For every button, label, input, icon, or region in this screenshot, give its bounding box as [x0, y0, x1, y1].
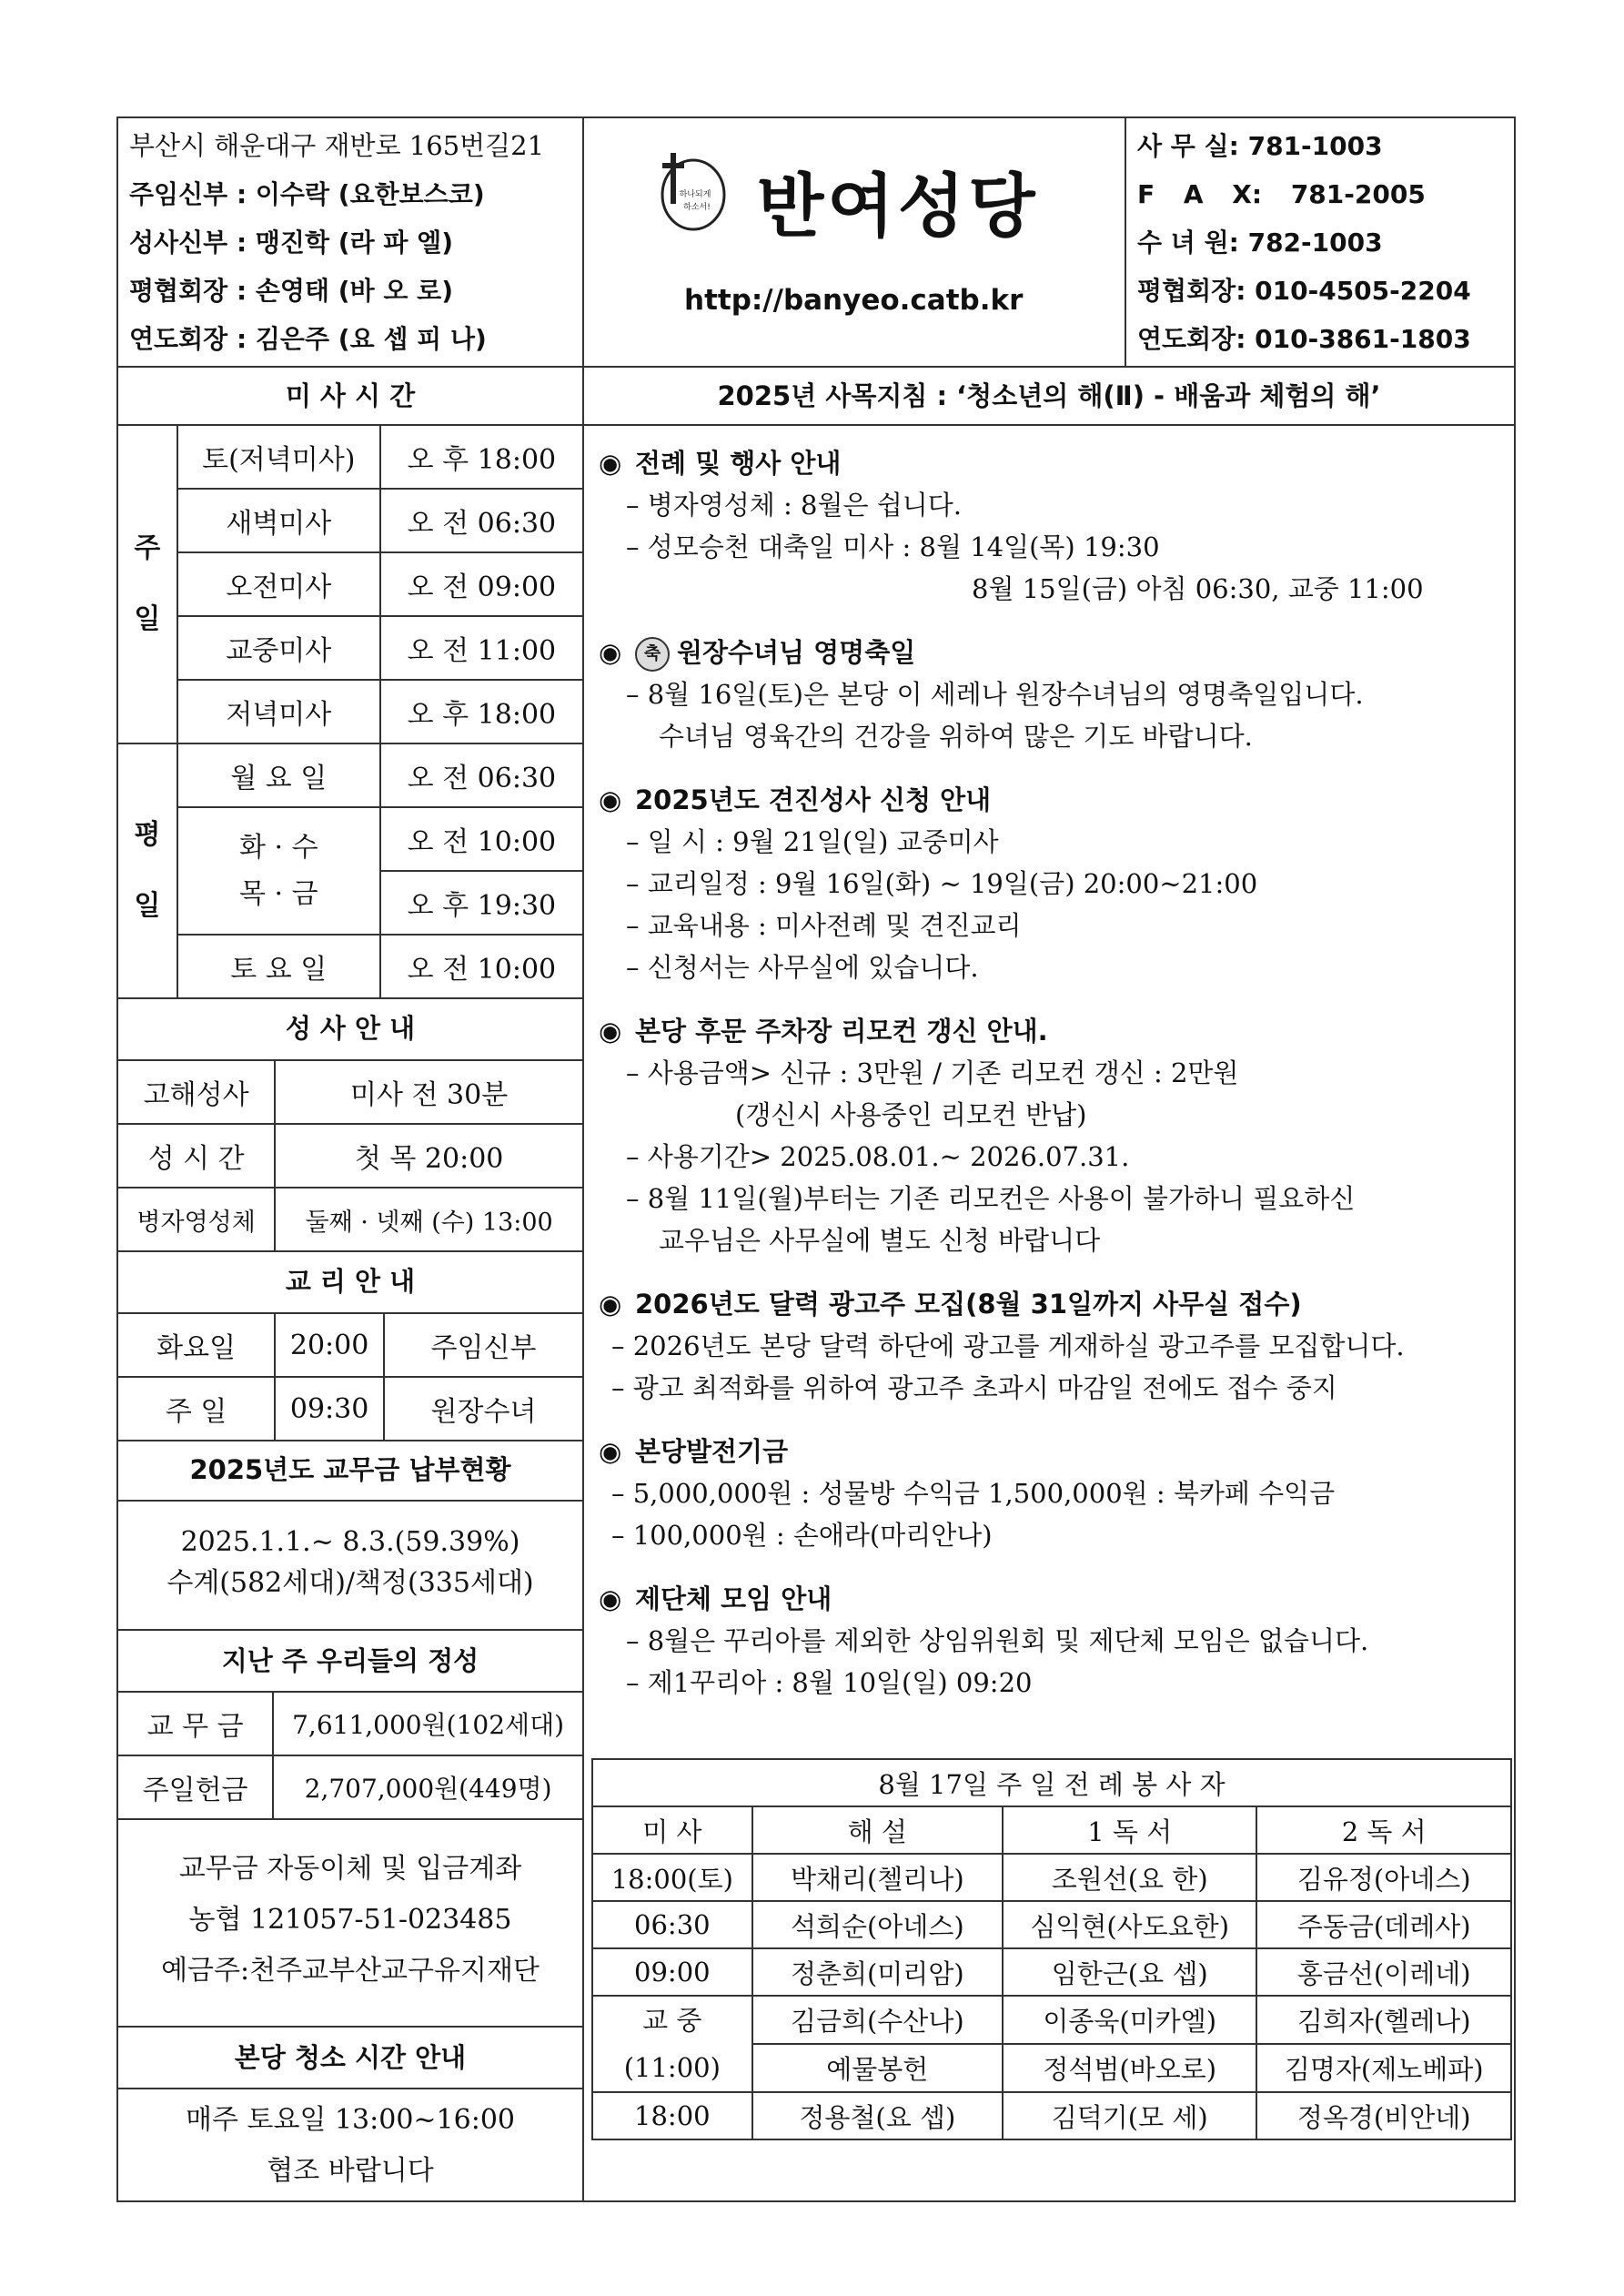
- staff-info: [129, 122, 577, 363]
- reader1-cell: 정석범(바오로): [1003, 2044, 1257, 2092]
- reader1-cell: 조원선(요 한): [1003, 1854, 1257, 1901]
- sacrament-value: 둘째 · 넷째 (수) 13:00: [275, 1188, 583, 1251]
- commentator-cell: 김금희(수산나): [752, 1996, 1003, 2044]
- notice-calendar-ads: [599, 1283, 1508, 1409]
- address: 부산시 해운대구 재반로 165번길21: [129, 130, 545, 161]
- bullet-icon: ◉: [599, 1436, 622, 1467]
- notice-line: – 신청서는 사무실에 있습니다.: [599, 946, 1508, 988]
- offering-table: [116, 1691, 584, 1820]
- mass-cell: 06:30: [592, 1901, 752, 1948]
- divider: [116, 1500, 584, 1502]
- offertory-cell: 예물봉헌: [752, 2044, 1003, 2092]
- dues-title: 2025년도 교무금 납부현황: [189, 1454, 511, 1485]
- mass-name: 토(저녁미사): [177, 425, 380, 489]
- sacrament-name: 성 시 간: [117, 1124, 275, 1188]
- table-row: [592, 1948, 1511, 1996]
- offering-value: 2,707,000원(449명): [273, 1755, 583, 1819]
- mass-name: 토 요 일: [177, 935, 380, 998]
- liturgy-servers-table: [591, 1758, 1512, 2140]
- notice-line: – 교리일정 : 9월 16일(화) ~ 19일(금) 20:00~21:00: [599, 863, 1508, 905]
- notice-title: 2025년도 견진성사 신청 안내: [635, 784, 992, 815]
- servers-title: 8월 17일 주 일 전 례 봉 사 자: [592, 1759, 1511, 1806]
- notices: [599, 442, 1508, 1725]
- notice-line: – 8월 11일(월)부터는 기존 리모컨은 사용이 불가하니 필요하신: [599, 1178, 1508, 1219]
- notice-liturgy: [599, 442, 1508, 610]
- bullet-icon: ◉: [599, 637, 622, 668]
- contact-fax: F A X: 781-2005: [1137, 179, 1426, 209]
- notice-title: 본당 후문 주차장 리모컨 갱신 안내.: [635, 1016, 1048, 1047]
- mass-time: 오 전 09:00: [380, 552, 583, 616]
- reader2-cell: 정옥경(비안네): [1256, 2092, 1511, 2139]
- mass-time: 오 후 19:30: [380, 871, 583, 935]
- mass-time: 오 후 18:00: [380, 680, 583, 743]
- staff-yeondo: 연도회장 : 김은주 (요 셉 피 나): [129, 324, 487, 354]
- contact-council: 평협회장: 010-4505-2204: [1137, 276, 1471, 306]
- reader2-cell: 김유정(아네스): [1256, 1854, 1511, 1901]
- contact-info: [1137, 122, 1510, 363]
- bullet-icon: ◉: [599, 1583, 622, 1614]
- staff-pastor: 주임신부 : 이수락 (요한보스코): [129, 179, 485, 209]
- pastoral-motto: 2025년 사목지침 : ‘청소년의 해(Ⅱ) - 배움과 체험의 해’: [717, 380, 1381, 411]
- notice-title: 2026년도 달력 광고주 모집(8월 31일까지 사무실 접수): [635, 1289, 1302, 1320]
- notice-title: 원장수녀님 영명축일: [677, 637, 916, 668]
- mass-time: 오 후 18:00: [380, 425, 583, 489]
- mass-name: 화 · 수 목 · 금: [177, 807, 380, 935]
- feast-badge-icon: 축: [635, 637, 670, 672]
- reader2-cell: 김명자(제노베파): [1256, 2044, 1511, 2092]
- bullet-icon: ◉: [599, 784, 622, 815]
- table-row: [592, 1854, 1511, 1901]
- notice-line: – 2026년도 본당 달력 하단에 광고를 게재하실 광고주를 모집합니다.: [599, 1325, 1508, 1367]
- offering-title: 지난 주 우리들의 정성: [221, 1645, 479, 1676]
- notice-line: 8월 15일(금) 아침 06:30, 교중 11:00: [972, 573, 1424, 604]
- notice-title: 전례 및 행사 안내: [635, 448, 842, 479]
- table-row: [592, 1996, 1511, 2044]
- notice-line: – 사용기간> 2025.08.01.~ 2026.07.31.: [599, 1136, 1508, 1178]
- bullet-icon: ◉: [599, 1016, 622, 1047]
- catechism-teacher: 주임신부: [384, 1313, 583, 1377]
- notice-line: – 광고 최적화를 위하여 광고주 초과시 마감일 전에도 접수 중지: [599, 1367, 1508, 1409]
- offering-name: 교 무 금: [117, 1692, 273, 1755]
- header-divider: [1125, 116, 1126, 368]
- notice-fund: [599, 1431, 1508, 1556]
- commentator-cell: 박채리(첼리나): [752, 1854, 1003, 1901]
- notice-line: – 교육내용 : 미사전례 및 견진교리: [599, 905, 1508, 946]
- staff-assistant: 성사신부 : 맹진학 (라 파 엘): [129, 228, 454, 258]
- mass-times-table: [116, 424, 584, 999]
- table-row: [592, 2092, 1511, 2139]
- cleaning-info: 매주 토요일 13:00~16:00 협조 바랍니다: [185, 2104, 516, 2187]
- mass-cell: 교 중 (11:00): [592, 1996, 752, 2092]
- mass-name: 월 요 일: [177, 743, 380, 807]
- notice-line: – 제1꾸리아 : 8월 10일(일) 09:20: [599, 1662, 1508, 1704]
- mass-time: 오 전 11:00: [380, 616, 583, 680]
- reader2-cell: 주동금(데레사): [1256, 1901, 1511, 1948]
- mass-cell: 18:00(토): [592, 1854, 752, 1901]
- contact-convent: 수 녀 원: 782-1003: [1137, 228, 1383, 258]
- catechism-time: 20:00: [275, 1313, 384, 1377]
- catechism-day: 주 일: [117, 1377, 275, 1441]
- notice-line: – 사용금액> 신규 : 3만원 / 기존 리모컨 갱신 : 2만원: [599, 1052, 1508, 1094]
- mass-time: 오 전 06:30: [380, 743, 583, 807]
- notice-line: – 성모승천 대축일 미사 : 8월 14일(목) 19:30: [599, 526, 1508, 568]
- notice-line: – 8월 16일(토)은 본당 이 세레나 원장수녀님의 영명축일입니다.: [599, 673, 1508, 715]
- church-url[interactable]: http://banyeo.catb.kr: [684, 284, 1024, 317]
- servers-header: 미 사: [592, 1806, 752, 1854]
- reader1-cell: 김덕기(모 세): [1003, 2092, 1257, 2139]
- svg-text:하소서!: 하소서!: [683, 203, 711, 212]
- mass-cell: 09:00: [592, 1948, 752, 1996]
- mass-name: 새벽미사: [177, 489, 380, 552]
- notice-confirmation: [599, 779, 1508, 988]
- weekday-label: 평 일: [117, 743, 177, 998]
- commentator-cell: 정춘희(미리암): [752, 1948, 1003, 1996]
- notice-line: – 8월은 꾸리아를 제외한 상임위원회 및 제단체 모임은 없습니다.: [599, 1620, 1508, 1662]
- reader2-cell: 홍금선(이레네): [1256, 1948, 1511, 1996]
- notice-parking: [599, 1010, 1508, 1261]
- notice-line: 교우님은 사무실에 별도 신청 바랍니다: [659, 1225, 1101, 1256]
- mass-time: 오 전 06:30: [380, 489, 583, 552]
- notice-line: – 5,000,000원 : 성물방 수익금 1,500,000원 : 북카페 수익금: [599, 1472, 1508, 1514]
- notice-title: 제단체 모임 안내: [635, 1583, 832, 1614]
- sacraments-table: [116, 1059, 584, 1252]
- mass-time: 오 전 10:00: [380, 807, 583, 871]
- sacrament-value: 미사 전 30분: [275, 1060, 583, 1124]
- reader2-cell: 김희자(헬레나): [1256, 1996, 1511, 2044]
- sunday-label: 주 일: [117, 425, 177, 743]
- reader1-cell: 이종욱(미카엘): [1003, 1996, 1257, 2044]
- bullet-icon: ◉: [599, 1289, 622, 1320]
- servers-header: 2 독 서: [1256, 1806, 1511, 1854]
- servers-header: 해 설: [752, 1806, 1003, 1854]
- mass-cell: 18:00: [592, 2092, 752, 2139]
- contact-office: 사 무 실: 781-1003: [1137, 131, 1383, 161]
- mass-name: 오전미사: [177, 552, 380, 616]
- mass-name: 교중미사: [177, 616, 380, 680]
- notice-line: – 100,000원 : 손애라(마리안나): [599, 1514, 1508, 1556]
- sacraments-title: 성 사 안 내: [285, 1013, 416, 1044]
- reader1-cell: 임한근(요 셉): [1003, 1948, 1257, 1996]
- contact-yeondo: 연도회장: 010-3861-1803: [1137, 324, 1471, 354]
- cleaning-title: 본당 청소 시간 안내: [234, 2042, 467, 2073]
- servers-header: 1 독 서: [1003, 1806, 1257, 1854]
- notice-feast: [599, 632, 1508, 757]
- catechism-day: 화요일: [117, 1313, 275, 1377]
- bullet-icon: ◉: [599, 448, 622, 479]
- offering-name: 주일헌금: [117, 1755, 273, 1819]
- divider: [116, 2088, 584, 2089]
- catechism-table: [116, 1312, 584, 1441]
- mass-time: 오 전 10:00: [380, 935, 583, 998]
- catechism-title: 교 리 안 내: [285, 1266, 416, 1297]
- sacrament-name: 고해성사: [117, 1060, 275, 1124]
- notice-line: – 일 시 : 9월 21일(일) 교중미사: [599, 821, 1508, 863]
- staff-council: 평협회장 : 손영태 (바 오 로): [129, 276, 454, 306]
- notice-groups: [599, 1578, 1508, 1704]
- svg-text:하나되게: 하나되게: [679, 190, 711, 199]
- church-name: 반여성당: [757, 166, 1039, 247]
- catechism-time: 09:30: [275, 1377, 384, 1441]
- dues-status: 2025.1.1.~ 8.3.(59.39%) 수계(582세대)/책정(335세대): [166, 1526, 534, 1599]
- mass-name: 저녁미사: [177, 680, 380, 743]
- table-row: [592, 1901, 1511, 1948]
- sacrament-value: 첫 목 20:00: [275, 1124, 583, 1188]
- notice-line: 수녀님 영육간의 건강을 위하여 많은 기도 바랍니다.: [659, 721, 1253, 752]
- mass-times-title: 미 사 시 간: [285, 380, 416, 411]
- church-logo: [653, 149, 728, 235]
- sacrament-name: 병자영성체: [117, 1188, 275, 1251]
- notice-title: 본당발전기금: [635, 1436, 789, 1467]
- commentator-cell: 석희순(아네스): [752, 1901, 1003, 1948]
- offering-value: 7,611,000원(102세대): [273, 1692, 583, 1755]
- notice-line: (갱신시 사용중인 리모컨 반납): [735, 1099, 1087, 1130]
- reader1-cell: 심익현(사도요한): [1003, 1901, 1257, 1948]
- catechism-teacher: 원장수녀: [384, 1377, 583, 1441]
- commentator-cell: 정용철(요 셉): [752, 2092, 1003, 2139]
- account-info: 교무금 자동이체 및 입금계좌 농협 121057-51-023485 예금주:천주교부산교구유지재단: [161, 1853, 540, 1987]
- notice-line: – 병자영성체 : 8월은 쉽니다.: [599, 484, 1508, 526]
